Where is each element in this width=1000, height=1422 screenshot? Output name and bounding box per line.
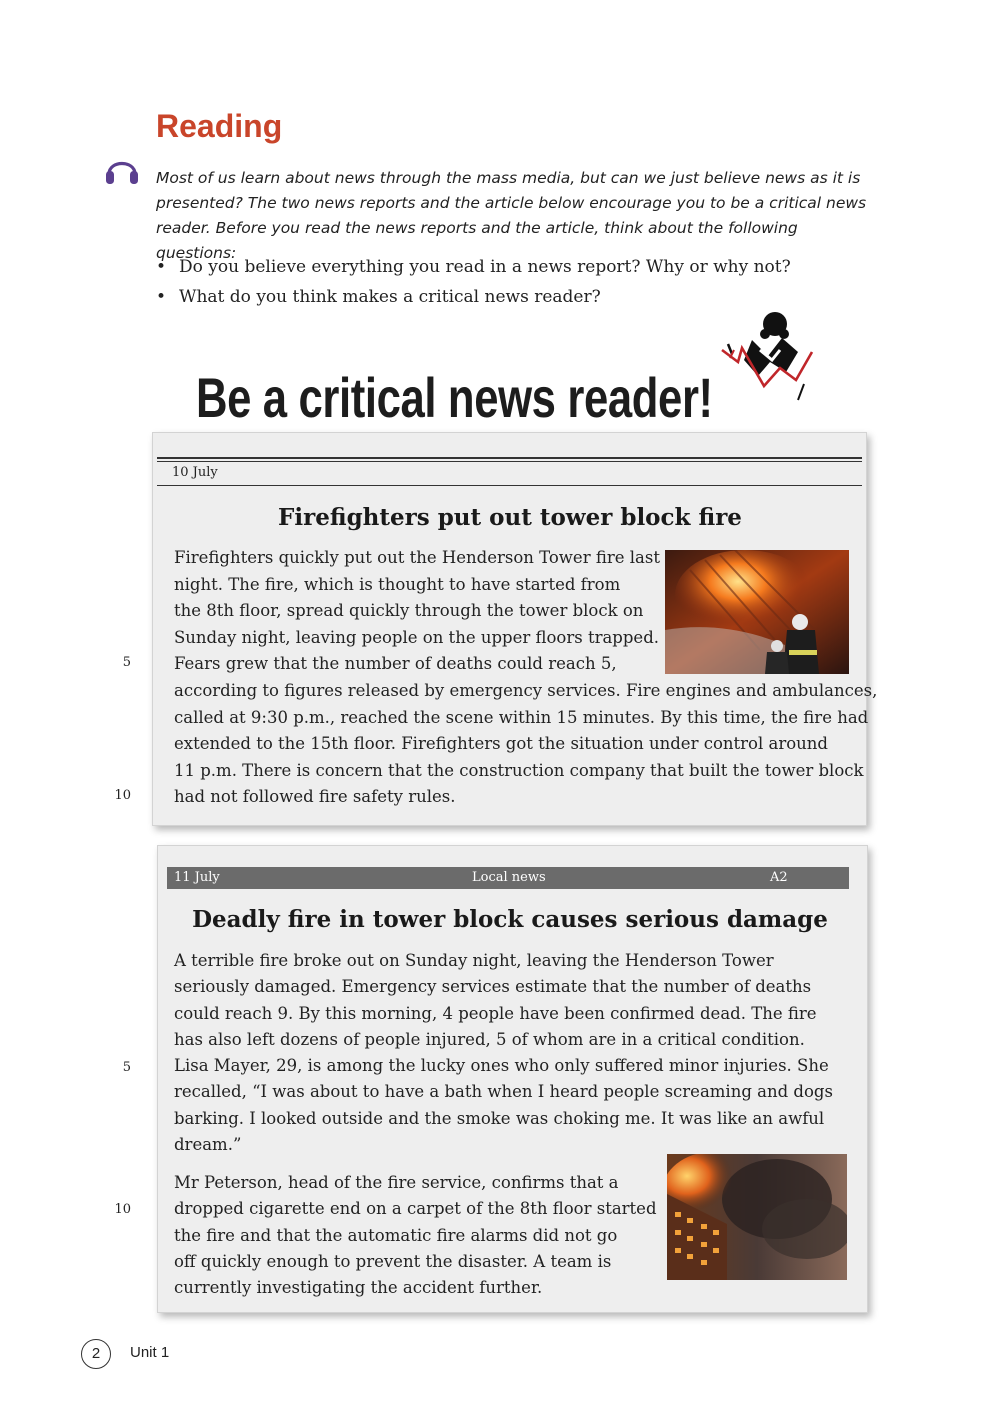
article-line: had not followed fire safety rules. xyxy=(174,787,456,807)
article-line: 11 p.m. There is concern that the construction company that built the tower block xyxy=(174,760,864,780)
report-2-header-bar xyxy=(167,867,849,889)
article-line: extended to the 15th floor. Firefighters got the situation under control around xyxy=(174,734,828,754)
article-line: night. The fire, which is thought to have started from xyxy=(174,574,621,594)
article-line: dream.” xyxy=(174,1135,242,1155)
question-item: • Do you believe everything you read in a news report? Why or why not? xyxy=(156,254,791,284)
article-line: the fire and that the automatic fire alarms did not go xyxy=(174,1225,618,1245)
unit-label: Unit 1 xyxy=(130,1344,170,1361)
report-1-date: 10 July xyxy=(172,465,218,480)
report-2-date: 11 July xyxy=(174,870,220,885)
report-2-section: Local news xyxy=(472,870,546,885)
article-line: off quickly enough to prevent the disaster. A team is xyxy=(174,1251,612,1271)
article-line: barking. I looked outside and the smoke was choking me. It was like an awful xyxy=(174,1108,825,1128)
burning-building-photo xyxy=(667,1154,847,1280)
report-2-page: A2 xyxy=(770,870,788,885)
line-number: 10 xyxy=(114,1202,131,1217)
line-number: 10 xyxy=(114,788,131,803)
firefighter-photo xyxy=(665,550,849,674)
report-1-headline: Firefighters put out tower block fire xyxy=(278,504,742,531)
article-line: could reach 9. By this morning, 4 people have been confirmed dead. The fire xyxy=(174,1003,817,1023)
article-line: has also left dozens of people injured, 5 of whom are in a critical condition. xyxy=(174,1029,805,1049)
banner-title: Be a critical news reader! xyxy=(196,366,713,429)
article-line: Sunday night, leaving people on the upper floors trapped. xyxy=(174,627,660,647)
article-line: currently investigating the accident further. xyxy=(174,1278,543,1298)
headphones-icon xyxy=(104,152,140,186)
article-line: the 8th floor, spread quickly through the tower block on xyxy=(174,601,644,621)
article-line: called at 9:30 p.m., reached the scene within 15 minutes. By this time, the fire had xyxy=(174,707,869,727)
article-line: Mr Peterson, head of the fire service, confirms that a xyxy=(174,1173,619,1192)
cartoon-reader-icon xyxy=(720,310,816,406)
intro-text: Most of us learn about news through the mass media, but can we just believe news as it is presented? The two news reports and the article below encourage you to be a critical news reader. Before you read the news reports and the article, think about the following questions: xyxy=(156,169,867,262)
question-list xyxy=(156,254,791,314)
article-line: A terrible fire broke out on Sunday night, leaving the Henderson Tower xyxy=(174,951,774,970)
article-line: Fears grew that the number of deaths could reach 5, xyxy=(174,654,617,674)
question-item: • What do you think makes a critical news reader? xyxy=(156,284,791,314)
article-line: according to figures released by emergency services. Fire engines and ambulances, xyxy=(174,680,878,700)
article-line: recalled, “I was about to have a bath when I heard people screaming and dogs xyxy=(174,1082,833,1102)
section-title: Reading xyxy=(156,108,283,144)
article-line: seriously damaged. Emergency services estimate that the number of deaths xyxy=(174,977,812,997)
article-line: Firefighters quickly put out the Henderson Tower fire last xyxy=(174,548,660,567)
line-number: 5 xyxy=(122,1060,131,1075)
report-2-body-para-2 xyxy=(174,1170,657,1301)
report-2-headline: Deadly fire in tower block causes serious damage xyxy=(192,906,828,933)
page-number: 2 xyxy=(81,1339,111,1369)
report-2-body-para-1 xyxy=(174,948,833,1158)
line-number: 5 xyxy=(122,655,131,670)
article-line: dropped cigarette end on a carpet of the 8th floor started xyxy=(174,1199,657,1219)
article-line: Lisa Mayer, 29, is among the lucky ones who only suffered minor injuries. She xyxy=(174,1056,829,1076)
